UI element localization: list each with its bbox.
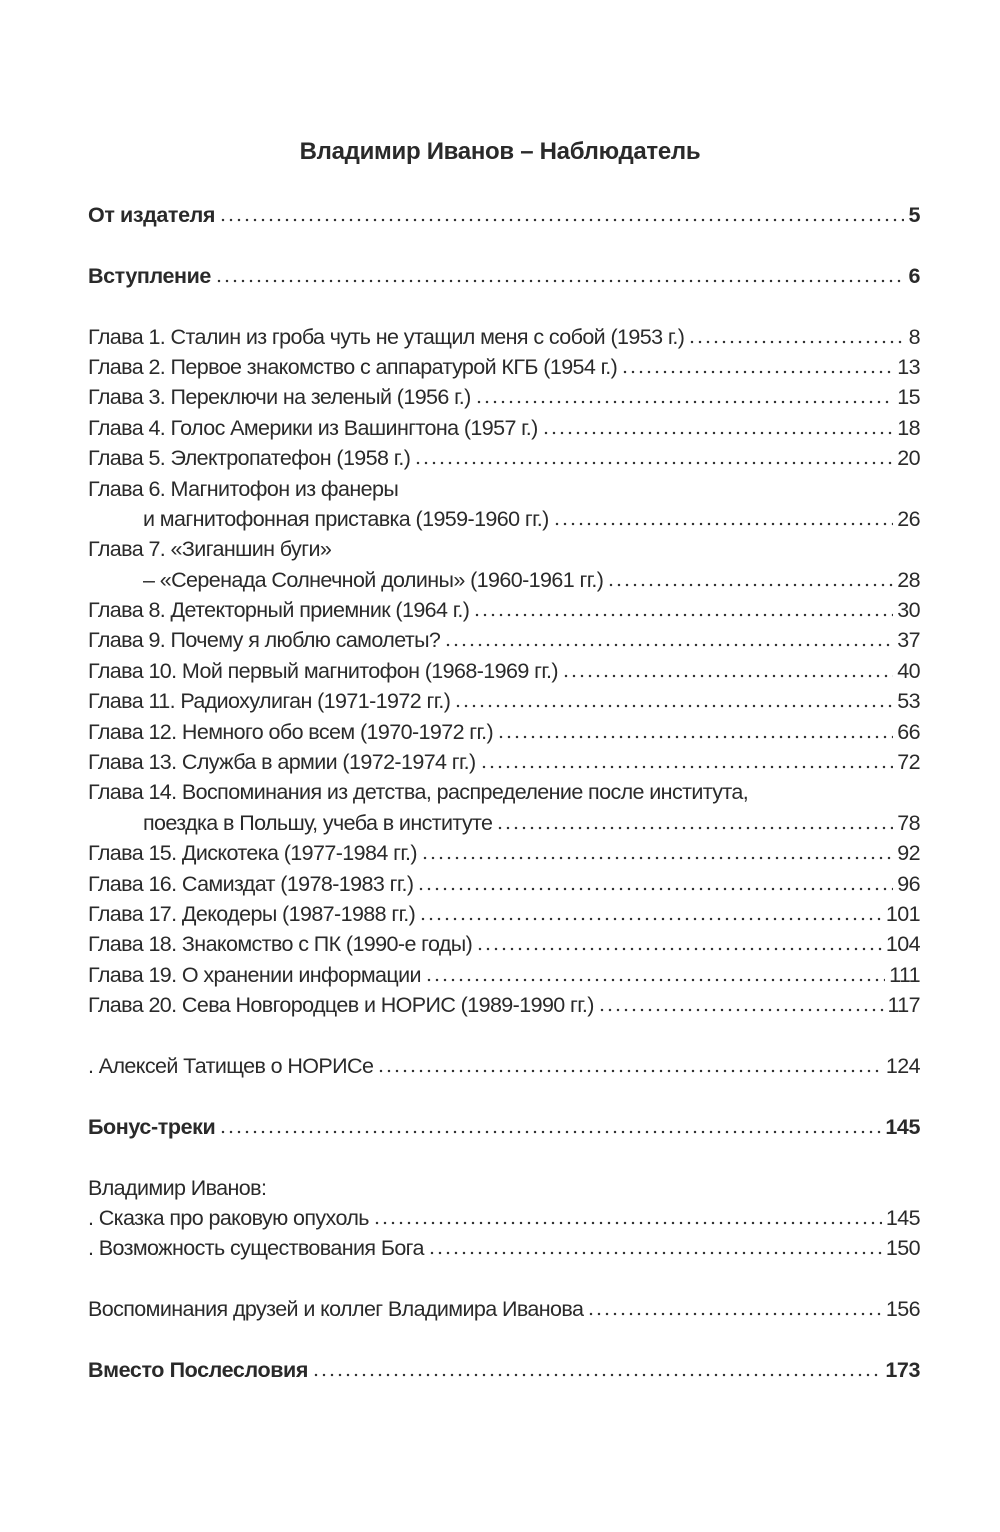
page-number: 145 bbox=[885, 1114, 920, 1139]
toc-entry[interactable] bbox=[88, 686, 920, 716]
toc-entry[interactable] bbox=[88, 838, 920, 868]
page-number: 96 bbox=[897, 871, 920, 896]
page-number: 15 bbox=[897, 385, 920, 410]
entry-title: Вступление bbox=[88, 263, 211, 288]
toc-entry[interactable] bbox=[88, 1173, 920, 1203]
entry-title-continuation: поездка в Польшу, учеба в институте bbox=[143, 810, 493, 835]
entry-title: Глава 17. Декодеры (1987-1988 гг.) bbox=[88, 901, 416, 926]
dot-leader bbox=[312, 1373, 881, 1377]
entry-title: От издателя bbox=[88, 203, 216, 227]
entry-title: Глава 6. Магнитофон из фанеры bbox=[88, 476, 399, 501]
dot-leader bbox=[421, 856, 893, 860]
entry-title: Бонус-треки bbox=[88, 1114, 216, 1139]
toc-entry[interactable] bbox=[88, 990, 920, 1020]
dot-leader bbox=[428, 1251, 882, 1255]
page-number: 13 bbox=[897, 354, 920, 379]
entry-title: Глава 13. Служба в армии (1972-1974 гг.) bbox=[88, 750, 476, 775]
page-number: 104 bbox=[885, 932, 920, 957]
page-number: 145 bbox=[885, 1205, 920, 1230]
entry-title: Глава 12. Немного обо всем (1970-1972 гг.) bbox=[88, 719, 494, 744]
dot-leader bbox=[553, 522, 894, 526]
toc-group bbox=[88, 1051, 920, 1081]
entry-title: Глава 18. Знакомство с ПК (1990-е годы) bbox=[88, 932, 473, 957]
entry-title: Владимир Иванов: bbox=[88, 1175, 267, 1200]
table-of-contents bbox=[88, 200, 920, 1416]
entry-title: Глава 20. Сева Новгородцев и НОРИС (1989-1990 гг.) bbox=[88, 993, 594, 1018]
toc-group bbox=[88, 261, 920, 291]
toc-group bbox=[88, 1294, 920, 1324]
entry-title: Глава 3. Переключи на зеленый (1956 г.) bbox=[88, 385, 471, 410]
toc-entry[interactable] bbox=[88, 1112, 920, 1142]
toc-group bbox=[88, 1355, 920, 1385]
dot-leader bbox=[496, 826, 893, 830]
entry-title: Воспоминания друзей и коллег Владимира Иванова bbox=[88, 1297, 584, 1322]
dot-leader bbox=[621, 370, 893, 374]
page-number: 78 bbox=[897, 810, 920, 835]
toc-entry[interactable] bbox=[88, 960, 920, 990]
toc-entry[interactable] bbox=[88, 413, 920, 443]
page-number: 18 bbox=[897, 415, 920, 440]
page-number: 72 bbox=[897, 750, 920, 775]
dot-leader bbox=[587, 1312, 882, 1316]
entry-title: . Возможность существования Бога bbox=[88, 1236, 424, 1261]
dot-leader bbox=[607, 583, 893, 587]
dot-leader bbox=[419, 917, 882, 921]
dot-leader bbox=[475, 400, 894, 404]
toc-entry[interactable] bbox=[88, 869, 920, 899]
entry-title: Глава 8. Детекторный приемник (1964 г.) bbox=[88, 598, 470, 623]
toc-entry[interactable] bbox=[88, 595, 920, 625]
page-number: 117 bbox=[887, 993, 920, 1018]
entry-title: Глава 19. О хранении информации bbox=[88, 962, 421, 987]
toc-entry-continuation bbox=[88, 565, 920, 595]
entry-title: Глава 10. Мой первый магнитофон (1968-1969 гг.) bbox=[88, 658, 558, 683]
dot-leader bbox=[480, 765, 894, 769]
toc-entry[interactable] bbox=[88, 1051, 920, 1081]
toc-entry[interactable] bbox=[88, 443, 920, 473]
dot-leader bbox=[373, 1221, 882, 1225]
toc-entry[interactable] bbox=[88, 322, 920, 352]
toc-entry[interactable] bbox=[88, 899, 920, 929]
document-title: Владимир Иванов – Наблюдатель bbox=[299, 138, 701, 165]
entry-title: Глава 15. Дискотека (1977-1984 гг.) bbox=[88, 841, 417, 866]
entry-title: Глава 9. Почему я люблю самолеты? bbox=[88, 628, 441, 653]
toc-entry[interactable] bbox=[88, 1233, 920, 1263]
toc-group bbox=[88, 1112, 920, 1142]
toc-entry[interactable] bbox=[88, 717, 920, 747]
entry-title: Глава 7. «Зиганшин буги» bbox=[88, 537, 332, 562]
toc-entry[interactable] bbox=[88, 1355, 920, 1385]
toc-entry[interactable] bbox=[88, 929, 920, 959]
toc-entry-continuation bbox=[88, 808, 920, 838]
entry-title: Глава 16. Самиздат (1978-1983 гг.) bbox=[88, 871, 414, 896]
page-number: 6 bbox=[908, 263, 920, 288]
entry-title: . Сказка про раковую опухоль bbox=[88, 1205, 369, 1230]
dot-leader bbox=[444, 643, 893, 647]
toc-group bbox=[88, 1173, 920, 1264]
toc-entry[interactable] bbox=[88, 382, 920, 412]
entry-title: . Алексей Татищев о НОРИСе bbox=[88, 1053, 374, 1078]
entry-title: Глава 14. Воспоминания из детства, распределение после института, bbox=[88, 780, 749, 805]
page-number: 101 bbox=[885, 901, 920, 926]
entry-title: Глава 11. Радиохулиган (1971-1972 гг.) bbox=[88, 689, 451, 714]
entry-title: Глава 5. Электропатефон (1958 г.) bbox=[88, 446, 411, 471]
toc-entry[interactable] bbox=[88, 747, 920, 777]
toc-entry-continuation bbox=[88, 504, 920, 534]
page-number: 8 bbox=[908, 324, 920, 349]
toc-entry[interactable] bbox=[88, 261, 920, 291]
page-number: 30 bbox=[897, 598, 920, 623]
entry-title: Вместо Послесловия bbox=[88, 1357, 308, 1382]
toc-group bbox=[88, 200, 920, 230]
dot-leader bbox=[414, 461, 893, 465]
entry-title-continuation: – «Серенада Солнечной долины» (1960-1961 гг.) bbox=[143, 567, 604, 592]
page-number: 150 bbox=[885, 1236, 920, 1261]
dot-leader bbox=[219, 218, 904, 222]
dot-leader bbox=[377, 1069, 882, 1073]
page-number: 124 bbox=[885, 1053, 920, 1078]
page-number: 92 bbox=[897, 841, 920, 866]
toc-entry[interactable] bbox=[88, 534, 920, 564]
toc-group bbox=[88, 322, 920, 1021]
page-number: 26 bbox=[897, 506, 920, 531]
toc-entry[interactable] bbox=[88, 200, 920, 230]
entry-title: Глава 1. Сталин из гроба чуть не утащил меня с собой (1953 г.) bbox=[88, 324, 685, 349]
dot-leader bbox=[562, 674, 893, 678]
dot-leader bbox=[497, 735, 893, 739]
page-number: 111 bbox=[889, 962, 920, 987]
dot-leader bbox=[542, 431, 894, 435]
dot-leader bbox=[215, 279, 904, 283]
entry-title: Глава 4. Голос Америки из Вашингтона (1957 г.) bbox=[88, 415, 538, 440]
page-number: 66 bbox=[897, 719, 920, 744]
page-number: 37 bbox=[897, 628, 920, 653]
toc-entry[interactable] bbox=[88, 352, 920, 382]
toc-entry[interactable] bbox=[88, 1294, 920, 1324]
entry-title: Глава 2. Первое знакомство с аппаратурой КГБ (1954 г.) bbox=[88, 354, 618, 379]
page-number: 5 bbox=[908, 203, 920, 227]
dot-leader bbox=[476, 947, 882, 951]
toc-entry[interactable] bbox=[88, 625, 920, 655]
page-number: 40 bbox=[897, 658, 920, 683]
dot-leader bbox=[417, 887, 893, 891]
dot-leader bbox=[219, 1130, 881, 1134]
dot-leader bbox=[473, 613, 893, 617]
page-number: 156 bbox=[885, 1297, 920, 1322]
page-number: 173 bbox=[885, 1357, 920, 1382]
dot-leader bbox=[454, 704, 893, 708]
page-number: 20 bbox=[897, 446, 920, 471]
toc-entry[interactable] bbox=[88, 1203, 920, 1233]
page-number: 53 bbox=[897, 689, 920, 714]
toc-entry[interactable] bbox=[88, 474, 920, 504]
entry-title-continuation: и магнитофонная приставка (1959-1960 гг.) bbox=[143, 506, 549, 531]
toc-entry[interactable] bbox=[88, 777, 920, 807]
page-number: 28 bbox=[897, 567, 920, 592]
toc-entry[interactable] bbox=[88, 656, 920, 686]
dot-leader bbox=[688, 340, 904, 344]
dot-leader bbox=[598, 1008, 884, 1012]
dot-leader bbox=[425, 978, 885, 982]
